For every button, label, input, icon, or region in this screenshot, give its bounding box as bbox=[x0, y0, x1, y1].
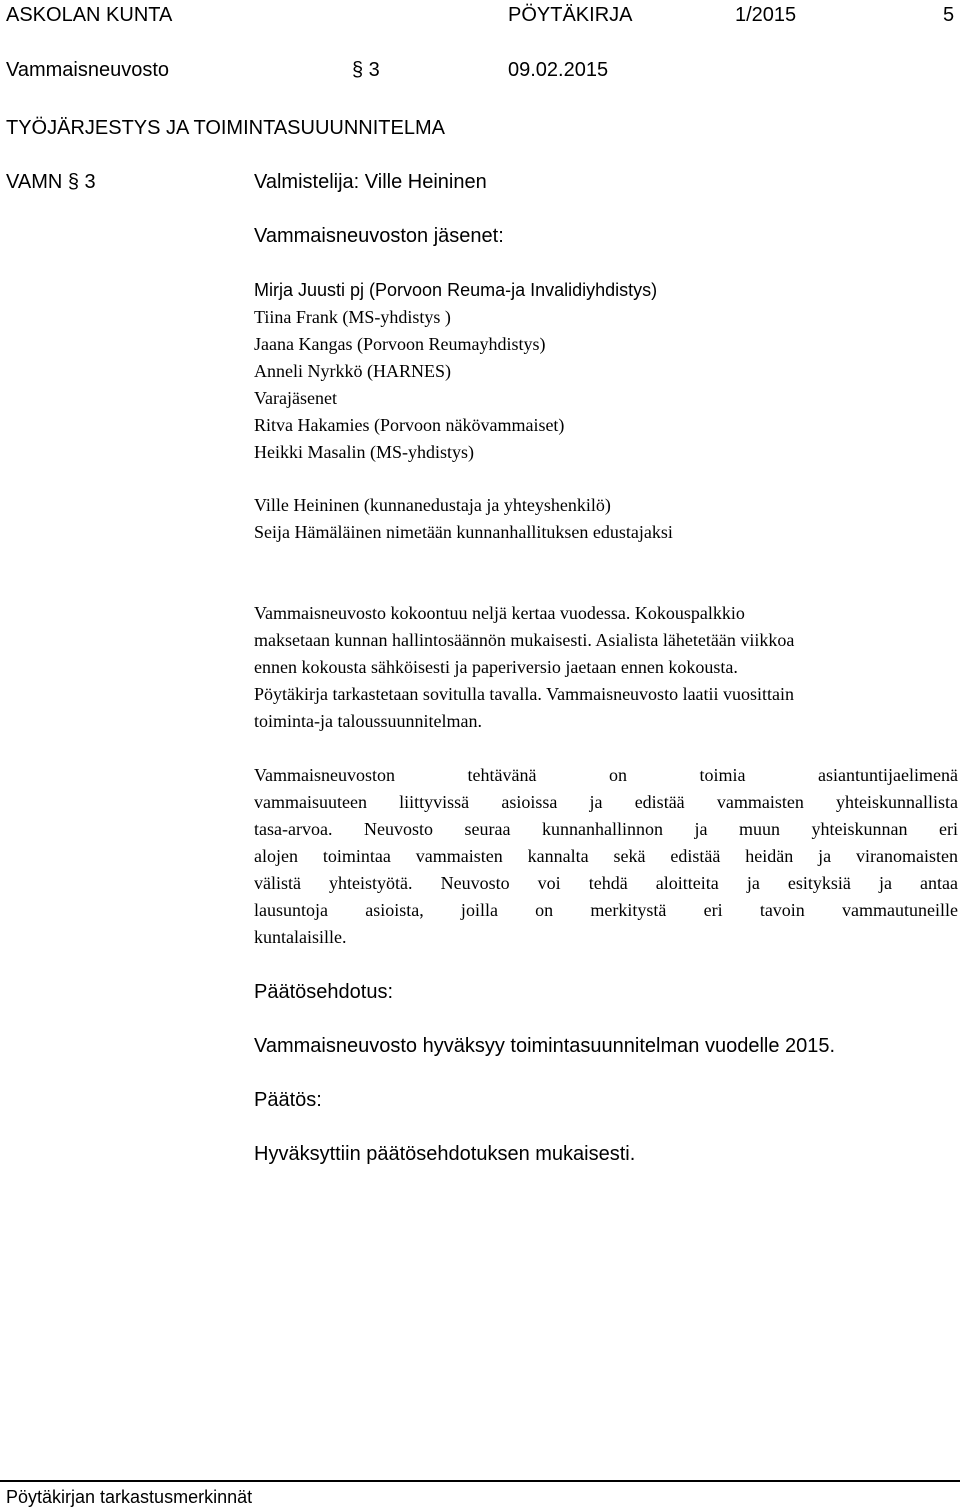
document-type: PÖYTÄKIRJA bbox=[508, 4, 633, 26]
members-heading: Vammaisneuvoston jäsenet: bbox=[254, 225, 504, 247]
duties-paragraph bbox=[254, 762, 958, 951]
item-code: VAMN § 3 bbox=[6, 171, 96, 193]
paragraph-line: tasa-arvoa. Neuvosto seuraa kunnanhallinnon ja muun yhteiskunnan eri bbox=[254, 819, 958, 839]
paragraph-line: alojen toimintaa vammaisten kannalta sekä edistää heidän ja viranomaisten bbox=[254, 846, 958, 866]
page-number: 5 bbox=[943, 4, 955, 26]
representatives-list bbox=[254, 492, 673, 546]
member-item: Jaana Kangas (Porvoon Reumayhdistys) bbox=[254, 334, 546, 354]
member-item: Heikki Masalin (MS-yhdistys) bbox=[254, 442, 474, 462]
footer-rule bbox=[0, 1480, 960, 1482]
paragraph-line: Pöytäkirja tarkastetaan sovitulla tavalla. Vammaisneuvosto laatii vuosittain bbox=[254, 684, 795, 704]
footer-text: Pöytäkirjan tarkastusmerkinnät bbox=[6, 1487, 253, 1507]
member-item: Tiina Frank (MS-yhdistys ) bbox=[254, 307, 451, 327]
representative-item: Seija Hämäläinen nimetään kunnanhallituksen edustajaksi bbox=[254, 522, 673, 542]
municipality-name: ASKOLAN KUNTA bbox=[6, 4, 173, 26]
deputies-heading: Varajäsenet bbox=[254, 388, 337, 408]
paragraph-line: välistä yhteistyötä. Neuvosto voi tehdä aloitteita ja esityksiä ja antaa bbox=[254, 873, 958, 893]
decision-label: Päätös: bbox=[254, 1089, 322, 1111]
paragraph-line: lausuntoja asioista, joilla on merkitystä eri tavoin vammautuneille bbox=[254, 900, 958, 920]
paragraph-line: toiminta-ja taloussuunnitelman. bbox=[254, 711, 482, 731]
preparer: Valmistelija: Ville Heininen bbox=[254, 171, 487, 193]
member-item: Ritva Hakamies (Porvoon näkövammaiset) bbox=[254, 415, 565, 435]
member-item: Anneli Nyrkkö (HARNES) bbox=[254, 361, 451, 381]
member-item: Mirja Juusti pj (Porvoon Reuma-ja Invalidiyhdistys) bbox=[254, 280, 658, 300]
document-number: 1/2015 bbox=[735, 4, 797, 26]
paragraph-line: vammaisuuteen liittyvissä asioissa ja edistää vammaisten yhteiskunnallista bbox=[254, 792, 958, 812]
paragraph-line: maksetaan kunnan hallintosäännön mukaisesti. Asialista lähetetään viikkoa bbox=[254, 630, 795, 650]
members-list bbox=[254, 277, 657, 466]
section-number: § 3 bbox=[352, 59, 380, 81]
paragraph-line: Vammaisneuvosto kokoontuu neljä kertaa vuodessa. Kokouspalkkio bbox=[254, 603, 745, 623]
page-title: TYÖJÄRJESTYS JA TOIMINTASUUUNNITELMA bbox=[6, 117, 445, 139]
decision-text: Hyväksyttiin päätösehdotuksen mukaisesti. bbox=[254, 1143, 636, 1165]
proposal-text: Vammaisneuvosto hyväksyy toimintasuunnitelman vuodelle 2015. bbox=[254, 1035, 836, 1057]
paragraph-line: Vammaisneuvoston tehtävänä on toimia asiantuntijaelimenä bbox=[254, 765, 958, 785]
meeting-practice-paragraph bbox=[254, 600, 958, 735]
meeting-date: 09.02.2015 bbox=[508, 59, 609, 81]
paragraph-line: kuntalaisille. bbox=[254, 927, 347, 947]
proposal-label: Päätösehdotus: bbox=[254, 981, 393, 1003]
paragraph-line: ennen kokousta sähköisesti ja paperiversio jaetaan ennen kokousta. bbox=[254, 657, 738, 677]
representative-item: Ville Heininen (kunnanedustaja ja yhteyshenkilö) bbox=[254, 495, 611, 515]
body-name: Vammaisneuvosto bbox=[6, 59, 170, 81]
